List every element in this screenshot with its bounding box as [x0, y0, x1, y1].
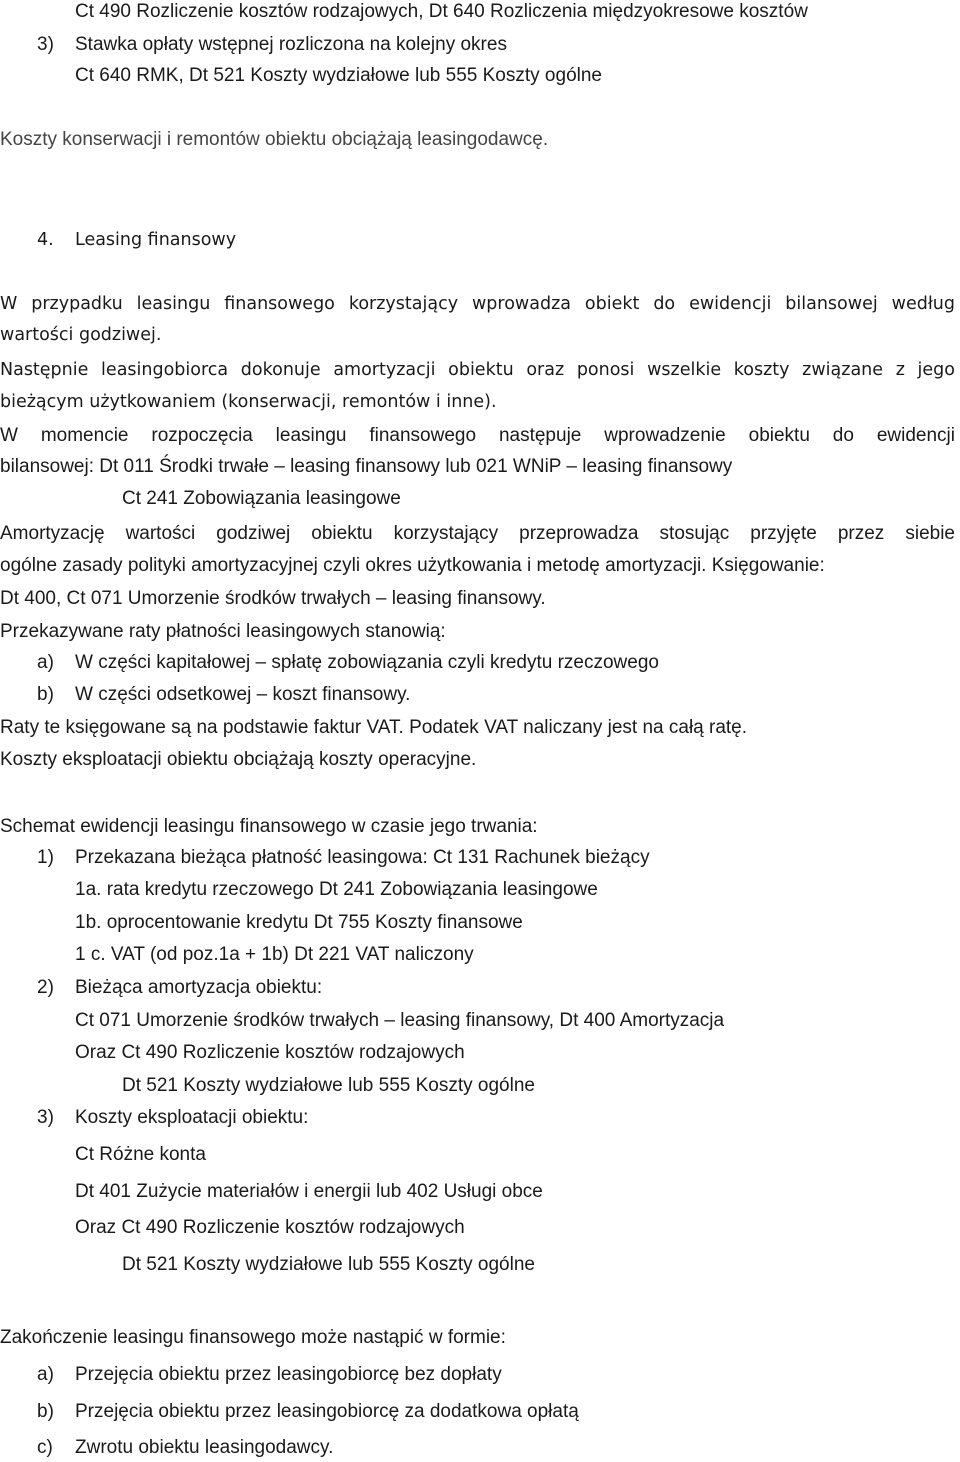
sub-item: Dt 401 Zużycie materiałów i energii lub 402 Usługi obce	[75, 1181, 543, 1202]
schema-title: Schemat ewidencji leasingu finansowego w czasie jego trwania:	[0, 816, 538, 837]
section-number: 4.	[37, 230, 54, 250]
list-marker: 3)	[37, 34, 54, 55]
list-item-text: Stawka opłaty wstępnej rozliczona na kolejny okres	[75, 34, 507, 55]
list-item-text: Przekazana bieżąca płatność leasingowa: Ct 131 Rachunek bieżący	[75, 847, 650, 868]
sub-item: Oraz Ct 490 Rozliczenie kosztów rodzajowych	[75, 1217, 465, 1238]
list-marker: b)	[37, 1401, 54, 1422]
list-item-text: Przejęcia obiektu przez leasingobiorcę bez dopłaty	[75, 1364, 502, 1385]
paragraph-line: wartości godziwej.	[0, 325, 162, 345]
list-marker: 1)	[37, 847, 54, 868]
list-item-text: W części odsetkowej – koszt finansowy.	[75, 684, 411, 705]
list-marker: 3)	[37, 1107, 54, 1128]
list-item-text: W części kapitałowej – spłatę zobowiązania czyli kredytu rzeczowego	[75, 652, 659, 673]
list-item-text: Zwrotu obiektu leasingodawcy.	[75, 1437, 334, 1458]
text-line: Ct 490 Rozliczenie kosztów rodzajowych, Dt 640 Rozliczenia międzyokresowe kosztów	[75, 1, 808, 22]
list-item-text: Koszty eksploatacji obiektu:	[75, 1107, 309, 1128]
list-item-text: Bieżąca amortyzacja obiektu:	[75, 977, 323, 998]
sub-item: 1 c. VAT (od poz.1a + 1b) Dt 221 VAT naliczony	[75, 944, 474, 965]
sub-item: Dt 521 Koszty wydziałowe lub 555 Koszty ogólne	[122, 1075, 535, 1096]
end-title: Zakończenie leasingu finansowego może nastąpić w formie:	[0, 1327, 506, 1348]
paragraph-line: Ct 241 Zobowiązania leasingowe	[122, 488, 401, 509]
list-marker: 2)	[37, 977, 54, 998]
paragraph-line: ogólne zasady polityki amortyzacyjnej czyli okres użytkowania i metodę amortyzacji. Księgowanie:	[0, 555, 825, 576]
sub-item: 1b. oprocentowanie kredytu Dt 755 Koszty finansowe	[75, 912, 523, 933]
sub-item: Oraz Ct 490 Rozliczenie kosztów rodzajowych	[75, 1042, 465, 1063]
section-title: Leasing finansowy	[75, 230, 237, 250]
sub-item: Ct Różne konta	[75, 1144, 206, 1165]
text-line: Koszty konserwacji i remontów obiektu obciążają leasingodawcę.	[0, 129, 549, 150]
paragraph-line: Amortyzację wartości godziwej obiektu korzystający przeprowadza stosując przyjęte przez siebie	[0, 523, 955, 544]
sub-item: 1a. rata kredytu rzeczowego Dt 241 Zobowiązania leasingowe	[75, 879, 598, 900]
paragraph-line: Dt 400, Ct 071 Umorzenie środków trwałych – leasing finansowy.	[0, 588, 546, 609]
list-item-text: Przejęcia obiektu przez leasingobiorcę za dodatkowa opłatą	[75, 1401, 579, 1422]
list-marker: a)	[37, 652, 54, 673]
text-line: Ct 640 RMK, Dt 521 Koszty wydziałowe lub 555 Koszty ogólne	[75, 65, 602, 86]
sub-item: Ct 071 Umorzenie środków trwałych – leasing finansowy, Dt 400 Amortyzacja	[75, 1010, 725, 1031]
paragraph-line: bieżącym użytkowaniem (konserwacji, remontów i inne).	[0, 392, 497, 412]
paragraph-line: Raty te księgowane są na podstawie faktur VAT. Podatek VAT naliczany jest na całą ratę.	[0, 717, 748, 738]
paragraph-line: Następnie leasingobiorca dokonuje amortyzacji obiektu oraz ponosi wszelkie koszty związane z jego	[0, 360, 955, 380]
paragraph-line: Koszty eksploatacji obiektu obciążają koszty operacyjne.	[0, 749, 477, 770]
list-marker: b)	[37, 684, 54, 705]
paragraph-line: W momencie rozpoczęcia leasingu finansowego następuje wprowadzenie obiektu do ewidencji	[0, 425, 955, 446]
paragraph-line: W przypadku leasingu finansowego korzystający wprowadza obiekt do ewidencji bilansowej według	[0, 294, 955, 314]
paragraph-line: bilansowej: Dt 011 Środki trwałe – leasing finansowy lub 021 WNiP – leasing finansowy	[0, 456, 733, 477]
sub-item: Dt 521 Koszty wydziałowe lub 555 Koszty ogólne	[122, 1254, 535, 1275]
list-marker: c)	[37, 1437, 53, 1458]
list-marker: a)	[37, 1364, 54, 1385]
paragraph-line: Przekazywane raty płatności leasingowych stanowią:	[0, 621, 446, 642]
